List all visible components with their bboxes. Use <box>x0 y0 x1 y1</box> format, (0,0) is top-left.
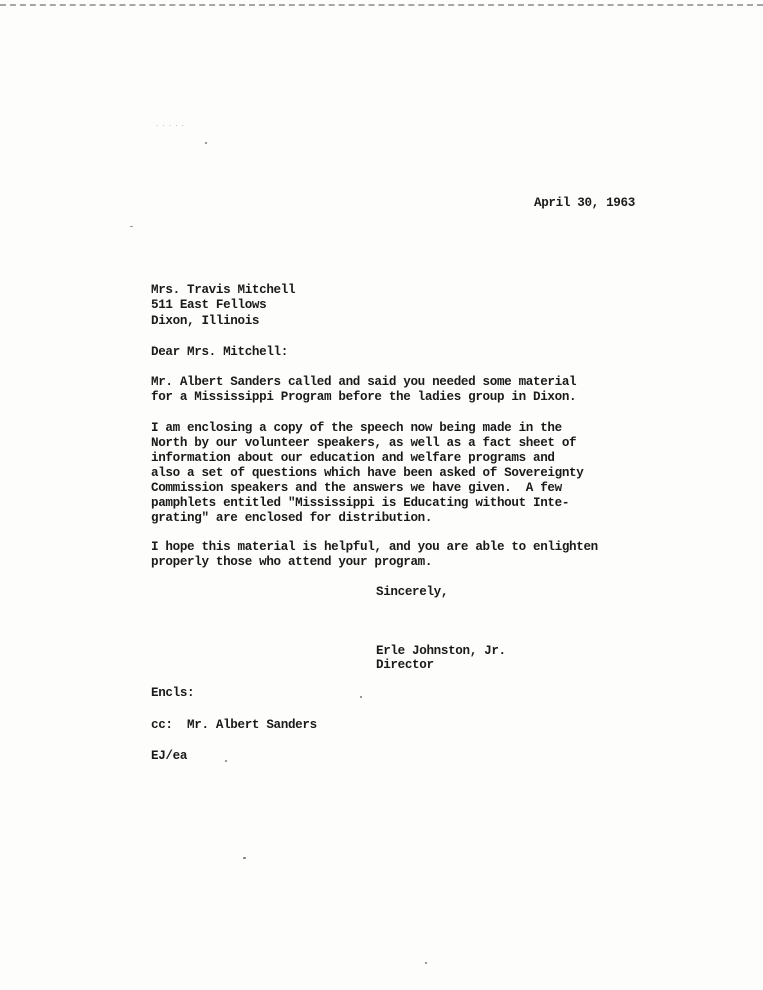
paragraph-line: North by our volunteer speakers, as well as a fact sheet of <box>151 436 577 450</box>
salutation: Dear Mrs. Mitchell: <box>151 345 288 359</box>
paragraph-line: I am enclosing a copy of the speech now being made in the <box>151 421 562 435</box>
signer-title: Director <box>376 658 434 672</box>
speck <box>360 696 362 698</box>
letter-date: April 30, 1963 <box>534 196 635 210</box>
page-smudge: · · · · · <box>156 122 186 130</box>
recipient-street: 511 East Fellows <box>151 298 267 312</box>
cc-line: cc: Mr. Albert Sanders <box>151 718 317 732</box>
closing: Sincerely, <box>376 585 449 599</box>
recipient-name: Mrs. Travis Mitchell <box>151 283 296 297</box>
speck <box>205 142 207 144</box>
speck <box>225 760 227 762</box>
paragraph-line: pamphlets entitled "Mississippi is Educating without Inte- <box>151 496 570 510</box>
paragraph-line: properly those who attend your program. <box>151 555 433 569</box>
paragraph-line: I hope this material is helpful, and you are able to enlighten <box>151 540 598 554</box>
signer-name: Erle Johnston, Jr. <box>376 644 506 658</box>
paragraph-line: grating" are enclosed for distribution. <box>151 511 433 525</box>
typist-initials: EJ/ea <box>151 749 188 763</box>
speck <box>425 962 427 964</box>
paragraph-line: Mr. Albert Sanders called and said you needed some material <box>151 375 577 389</box>
paragraph-line: information about our education and welfare programs and <box>151 451 555 465</box>
speck <box>243 857 246 859</box>
speck <box>130 226 133 227</box>
enclosures-note: Encls: <box>151 686 195 700</box>
recipient-city: Dixon, Illinois <box>151 314 260 328</box>
paragraph-line: also a set of questions which have been asked of Sovereignty <box>151 466 584 480</box>
page-top-edge <box>0 4 763 9</box>
paragraph-line: for a Mississippi Program before the ladies group in Dixon. <box>151 390 577 404</box>
paragraph-line: Commission speakers and the answers we have given. A few <box>151 481 562 495</box>
